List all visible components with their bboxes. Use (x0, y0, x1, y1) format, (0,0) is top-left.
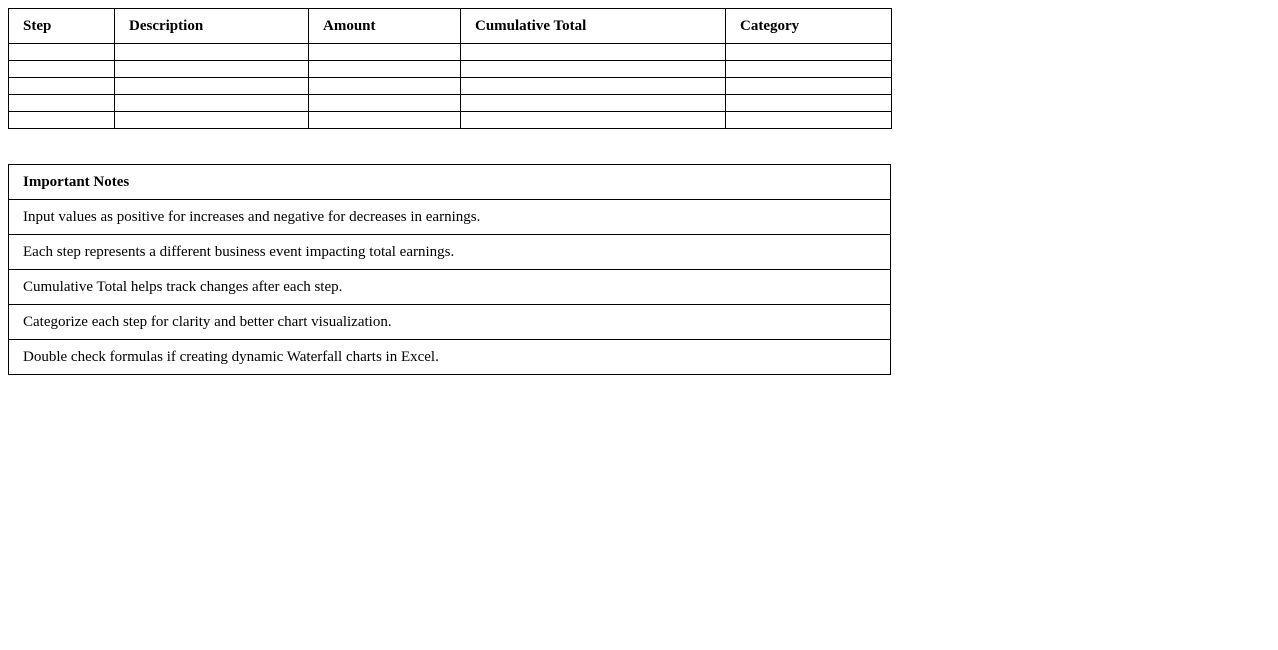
column-header-category: Category (726, 9, 892, 44)
note-item: Input values as positive for increases and negative for decreases in earnings. (9, 200, 891, 235)
notes-row (9, 270, 891, 305)
table-cell-amount[interactable] (309, 78, 461, 95)
notes-row (9, 235, 891, 270)
table-cell-description[interactable] (115, 78, 309, 95)
notes-row (9, 340, 891, 375)
notes-header-row (9, 165, 891, 200)
notes-title: Important Notes (9, 165, 891, 200)
table-cell-amount[interactable] (309, 95, 461, 112)
column-header-description: Description (115, 9, 309, 44)
waterfall-data-table (8, 8, 892, 129)
table-cell-cumulative-total[interactable] (461, 95, 726, 112)
table-header-row (9, 9, 892, 44)
table-cell-amount[interactable] (309, 61, 461, 78)
table-row (9, 61, 892, 78)
note-item: Cumulative Total helps track changes after each step. (9, 270, 891, 305)
table-cell-category[interactable] (726, 95, 892, 112)
table-cell-amount[interactable] (309, 112, 461, 129)
table-cell-cumulative-total[interactable] (461, 61, 726, 78)
column-header-amount: Amount (309, 9, 461, 44)
table-cell-description[interactable] (115, 44, 309, 61)
table-cell-amount[interactable] (309, 44, 461, 61)
table-cell-category[interactable] (726, 44, 892, 61)
column-header-cumulative-total: Cumulative Total (461, 9, 726, 44)
note-item: Each step represents a different business event impacting total earnings. (9, 235, 891, 270)
table-cell-cumulative-total[interactable] (461, 44, 726, 61)
table-cell-cumulative-total[interactable] (461, 78, 726, 95)
table-row (9, 112, 892, 129)
table-cell-step[interactable] (9, 112, 115, 129)
table-cell-category[interactable] (726, 112, 892, 129)
table-cell-category[interactable] (726, 78, 892, 95)
table-cell-description[interactable] (115, 112, 309, 129)
notes-row (9, 305, 891, 340)
table-cell-step[interactable] (9, 78, 115, 95)
column-header-step: Step (9, 9, 115, 44)
note-item: Double check formulas if creating dynamic Waterfall charts in Excel. (9, 340, 891, 375)
table-cell-step[interactable] (9, 61, 115, 78)
notes-row (9, 200, 891, 235)
important-notes-table (8, 164, 891, 375)
table-cell-category[interactable] (726, 61, 892, 78)
table-row (9, 44, 892, 61)
table-row (9, 95, 892, 112)
table-cell-description[interactable] (115, 61, 309, 78)
table-row (9, 78, 892, 95)
note-item: Categorize each step for clarity and better chart visualization. (9, 305, 891, 340)
table-cell-cumulative-total[interactable] (461, 112, 726, 129)
table-cell-step[interactable] (9, 44, 115, 61)
table-cell-description[interactable] (115, 95, 309, 112)
table-cell-step[interactable] (9, 95, 115, 112)
